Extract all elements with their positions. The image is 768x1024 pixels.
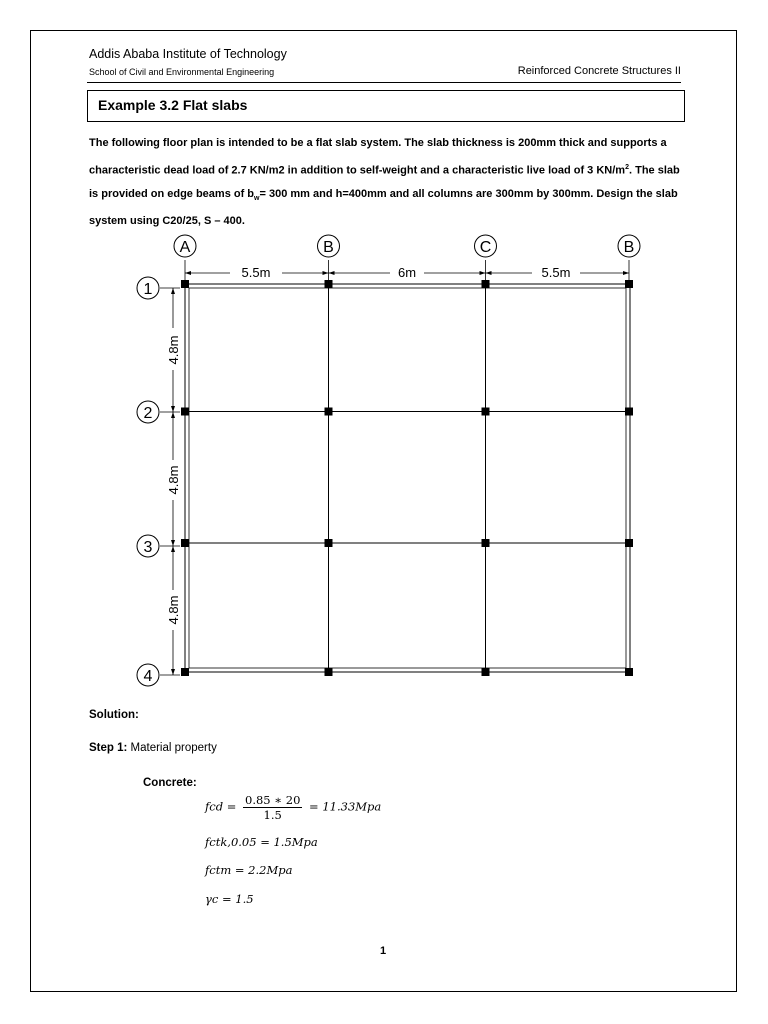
column xyxy=(325,668,333,676)
dim-arrow xyxy=(171,546,175,552)
column xyxy=(625,668,633,676)
eq-fcd-denominator: 1.5 xyxy=(263,808,282,822)
header-institute: Addis Ababa Institute of Technology xyxy=(89,47,287,61)
dim-arrow xyxy=(171,540,175,546)
dim-arrow xyxy=(185,271,191,275)
slab-outline-outer xyxy=(185,284,630,672)
example-title: Example 3.2 Flat slabs xyxy=(98,97,248,113)
page-number: 1 xyxy=(380,945,387,957)
header-rule xyxy=(87,82,681,83)
column xyxy=(325,408,333,416)
column xyxy=(181,408,189,416)
dim-arrow xyxy=(623,271,629,275)
step-1-line xyxy=(89,742,217,754)
dim-arrow xyxy=(171,288,175,294)
dim-label-y: 4.8m xyxy=(166,465,181,495)
dim-arrow xyxy=(171,669,175,675)
dim-label-y: 4.8m xyxy=(166,335,181,365)
column xyxy=(325,539,333,547)
solution-heading: Solution: xyxy=(89,709,139,721)
dim-label-x: 5.5m xyxy=(241,265,271,280)
problem-text-2: . The slab is provided on edge beams of b xyxy=(89,164,680,200)
dim-label-x: 6m xyxy=(397,265,417,280)
axis-label-col-c: C xyxy=(479,239,492,256)
dim-arrow xyxy=(171,406,175,412)
eq-fcd xyxy=(205,793,381,822)
dim-arrow xyxy=(480,271,486,275)
eq-fcd-numerator: 0.85 ∗ 20 xyxy=(245,793,301,807)
step-1-text: Material property xyxy=(127,742,217,754)
column xyxy=(181,280,189,288)
dim-label-x: 5.5m xyxy=(541,265,571,280)
dim-arrow xyxy=(329,271,335,275)
problem-statement xyxy=(89,132,689,234)
axis-label-col-b2: B xyxy=(623,239,635,256)
column xyxy=(625,408,633,416)
eq-fcd-rhs: = 11.33Mpa xyxy=(309,799,382,814)
column xyxy=(482,408,490,416)
column xyxy=(181,668,189,676)
column xyxy=(482,668,490,676)
axis-label-row-2: 2 xyxy=(143,405,153,422)
column xyxy=(625,539,633,547)
problem-text-3: = 300 mm and h=400mm and all columns are 300mm by 300mm. Design the slab system using C20/25, S – 400. xyxy=(89,187,678,228)
concrete-label: Concrete: xyxy=(143,777,197,789)
axis-label-row-3: 3 xyxy=(143,539,153,556)
eq-fcd-lhs: fcd = xyxy=(205,799,237,814)
step-1-label: Step 1: xyxy=(89,742,128,754)
dim-label-y: 4.8m xyxy=(166,595,181,625)
eq-fctm: fctm = 2.2Mpa xyxy=(205,863,293,877)
eq-fctk: fctk,0.05 = 1.5Mpa xyxy=(205,835,318,849)
header-course: Reinforced Concrete Structures II xyxy=(517,65,681,77)
column xyxy=(482,280,490,288)
column xyxy=(625,280,633,288)
problem-sup-squared: 2 xyxy=(625,163,629,171)
problem-sub-w: w xyxy=(254,194,260,202)
problem-text-1: The following floor plan is intended to be a flat slab system. The slab thickness is 200mm thick and supports a characteristic dead load of 2.7 KN/m2 in addition to self-weight and a characteristic live load of 3 KN/m xyxy=(89,137,667,177)
eq-gamma-c: γc = 1.5 xyxy=(205,892,254,906)
slab-outline-inner xyxy=(189,288,626,668)
column xyxy=(482,539,490,547)
dim-arrow xyxy=(171,412,175,418)
floor-plan-drawing xyxy=(130,230,650,695)
example-title-box xyxy=(87,90,685,122)
dim-arrow xyxy=(486,271,492,275)
columns xyxy=(181,280,633,676)
axis-label-col-b: B xyxy=(323,239,334,256)
column xyxy=(325,280,333,288)
axis-label-row-1: 1 xyxy=(143,281,153,298)
axis-label-row-4: 4 xyxy=(143,668,153,685)
axis-label-col-a: A xyxy=(179,239,191,256)
column xyxy=(181,539,189,547)
dim-arrow xyxy=(323,271,329,275)
header-school: School of Civil and Environmental Engineering xyxy=(89,67,275,77)
eq-fcd-fraction xyxy=(243,793,302,822)
